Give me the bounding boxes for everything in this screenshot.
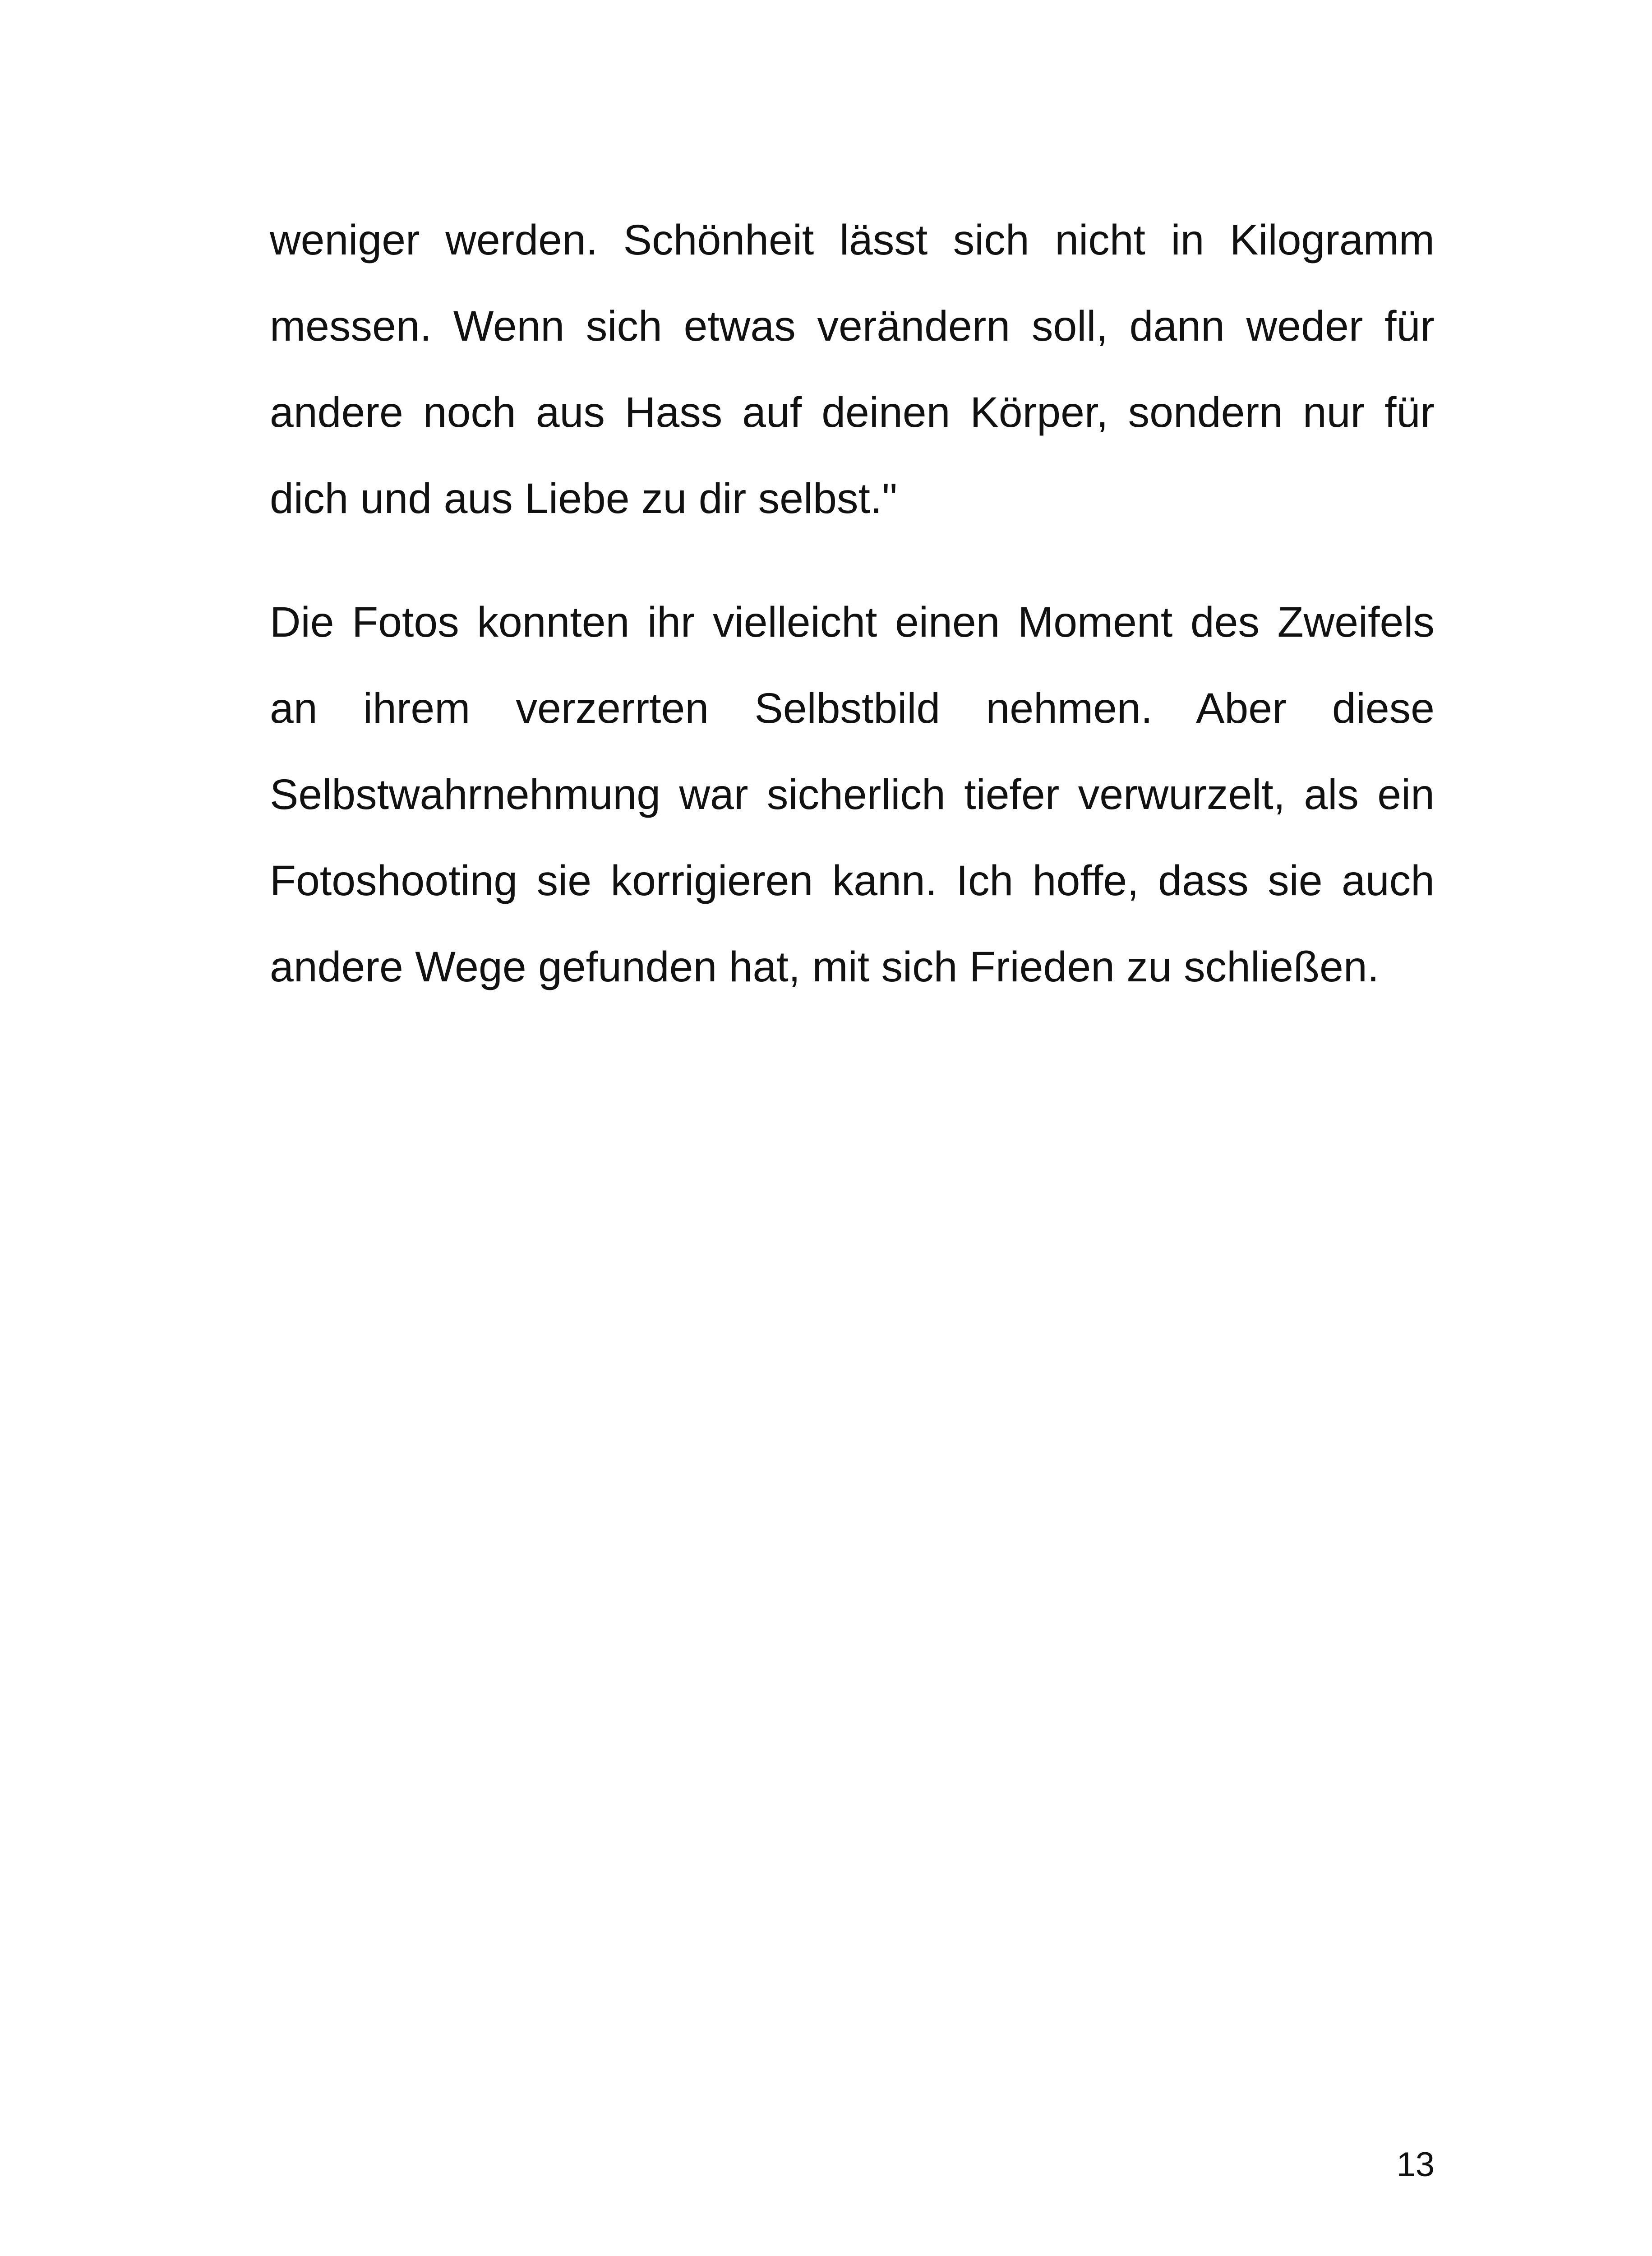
paragraph-line: andere Wege gefunden hat, mit sich Frieden zu schließen. [270, 943, 1380, 991]
paragraph-line: Fotoshooting sie korrigieren kann. Ich hoffe, dass sie auch [270, 857, 1435, 905]
paragraph-line: Die Fotos konnten ihr vielleicht einen Moment des Zweifels [270, 598, 1435, 646]
paragraph-line: Selbstwahrnehmung war sicherlich tiefer verwurzelt, als ein [270, 771, 1435, 818]
paragraph-line: an ihrem verzerrten Selbstbild nehmen. Aber diese [270, 684, 1435, 732]
paragraph-line: messen. Wenn sich etwas verändern soll, dann weder für [270, 302, 1435, 350]
page-number: 13 [1396, 2145, 1435, 2184]
paragraph-line: weniger werden. Schönheit lässt sich nicht in Kilogramm [270, 216, 1435, 264]
paragraph-line: andere noch aus Hass auf deinen Körper, sondern nur für [270, 388, 1435, 436]
paragraph-line: dich und aus Liebe zu dir selbst." [270, 475, 897, 522]
paragraph-2 [270, 579, 1435, 1010]
paragraph-1 [270, 197, 1435, 542]
